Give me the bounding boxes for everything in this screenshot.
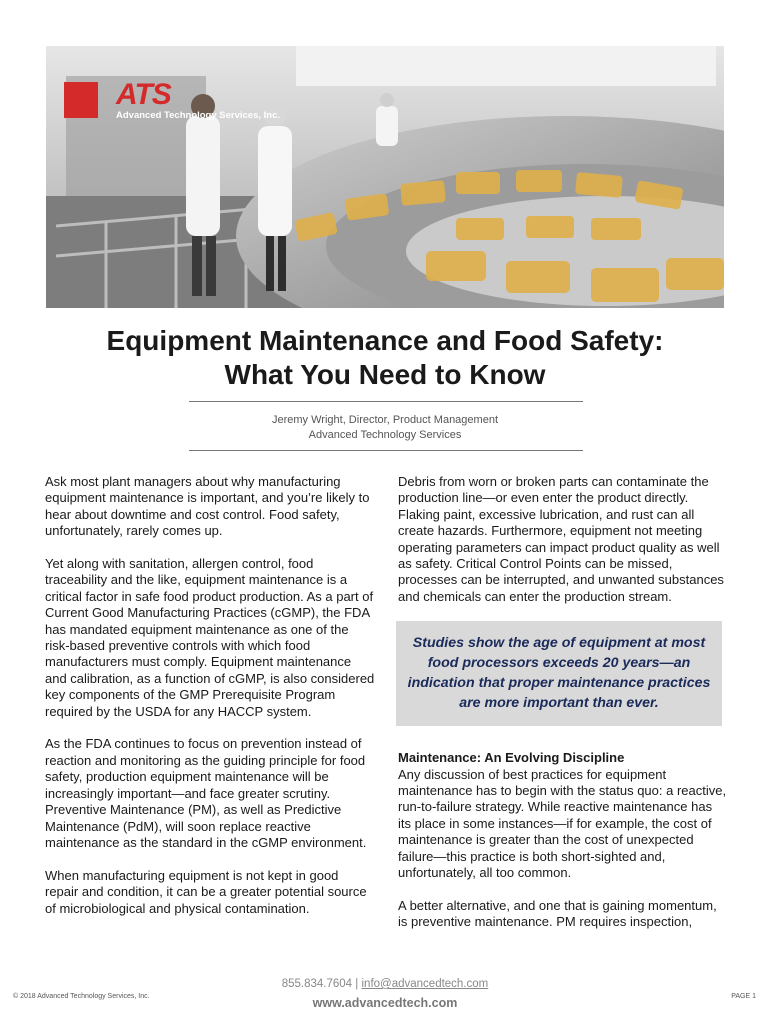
right-column xyxy=(398,474,728,947)
logo-red-square xyxy=(64,82,98,118)
page-number: PAGE 1 xyxy=(731,993,756,1000)
copyright: © 2018 Advanced Technology Services, Inc. xyxy=(13,993,150,1000)
title-line-2: What You Need to Know xyxy=(224,359,546,390)
paragraph: Ask most plant managers about why manufacturing equipment maintenance is important, and you’re likely to hear about downtime and cost control. Food safety, unfortunately, rarely comes up. xyxy=(45,474,370,539)
page-title xyxy=(0,324,770,392)
paragraph: A better alternative, and one that is gaining momentum, is preventive maintenance. PM requires inspection, xyxy=(398,897,717,930)
section-heading: Maintenance: An Evolving Discipline xyxy=(398,750,625,766)
footer-contact xyxy=(0,978,770,990)
logo-wordmark: ATS xyxy=(116,78,171,111)
website-link[interactable]: www.advancedtech.com xyxy=(312,996,458,1010)
title-divider-top xyxy=(189,401,583,402)
pull-quote: Studies show the age of equipment at most food processors exceeds 20 years—an indication that proper maintenance practices are more important than ever. xyxy=(396,621,722,726)
title-line-1: Equipment Maintenance and Food Safety: xyxy=(106,325,664,356)
email-link[interactable]: info@advancedtech.com xyxy=(361,978,489,990)
organization: Advanced Technology Services xyxy=(308,429,462,441)
paragraph: Yet along with sanitation, allergen control, food traceability and the like, equipment maintenance is a critical factor in safe food product production. As a part of Current Good Manufacturing Practices (cGMP), the FDA has mandated equipment maintenance as one of the risk-based preventive controls with which food manufacturers must comply. Equipment maintenance and calibration, as a function of cGMP, is also considered key components of the GMP Prerequisite Program required by the USDA for any HACCP system. xyxy=(45,556,375,719)
section xyxy=(398,750,728,881)
title-divider-bottom xyxy=(189,450,583,451)
author: Jeremy Wright, Director, Product Management xyxy=(272,414,498,426)
byline xyxy=(0,413,770,443)
paragraph: Any discussion of best practices for equipment maintenance has to begin with the status quo: a reactive, run-to-failure strategy. While reactive maintenance has its place in some instances—if for example, the cost of maintenance is greater than the cost of unexpected failure—this practice is both short-sighted and, unfortunately, all too common. xyxy=(398,766,727,881)
paragraph: As the FDA continues to focus on prevention instead of reaction and monitoring as the guiding principle for food safety, production equipment maintenance will be increasingly important—and face greater scrutiny. Preventive Maintenance (PM), as well as Predictive Maintenance (PdM), will soon replace reactive maintenance as the standard in the cGMP environment. xyxy=(45,736,367,850)
logo-company-name: Advanced Technology Services, Inc. xyxy=(116,110,281,121)
phone-number: 855.834.7604 xyxy=(281,978,353,990)
left-column xyxy=(45,474,375,933)
paragraph: Debris from worn or broken parts can contaminate the production line—or even enter the product directly. Flaking paint, excessive lubrication, and rust can all create hazards. Furthermore, equipment not meeting operating parameters can impact product quality as well as safety. Critical Control Points can be missed, processes can be interrupted, and unwanted substances and chemicals can enter the production stream. xyxy=(398,474,724,604)
paragraph: When manufacturing equipment is not kept in good repair and condition, it can be a greater potential source of microbiological and physical contamination. xyxy=(45,867,367,916)
separator: | xyxy=(355,978,359,990)
